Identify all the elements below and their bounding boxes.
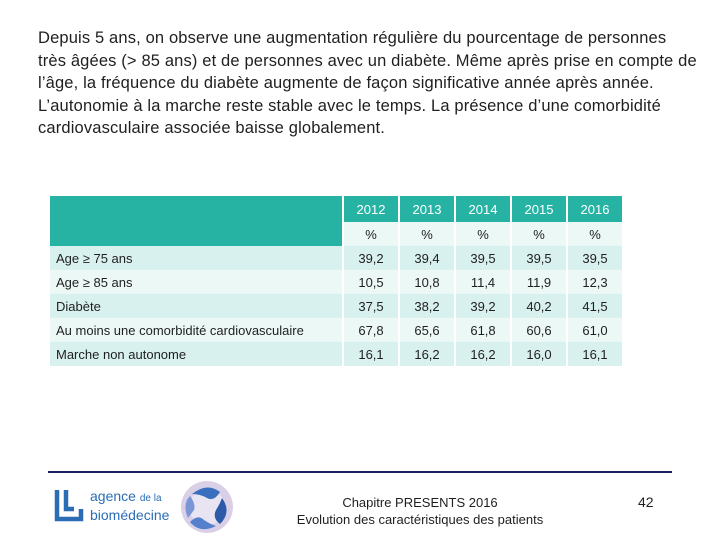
table-row [50, 342, 622, 366]
year-header: 2014 [456, 196, 510, 222]
unit-corner [50, 222, 342, 246]
unit-cell: % [456, 222, 510, 246]
logo-word-agence: agence [90, 488, 136, 504]
footer-caption [270, 494, 570, 528]
row-label: Diabète [50, 294, 342, 318]
table-row [50, 246, 622, 270]
row-label: Au moins une comorbidité cardiovasculaire [50, 318, 342, 342]
unit-cell: % [400, 222, 454, 246]
table-cell: 39,5 [568, 246, 622, 270]
year-header: 2015 [512, 196, 566, 222]
table-header-row [50, 196, 622, 222]
unit-row [50, 222, 622, 246]
table-cell: 12,3 [568, 270, 622, 294]
table-row [50, 270, 622, 294]
logo-word-de-la: de la [139, 493, 162, 504]
agency-logo [90, 488, 169, 523]
unit-cell: % [512, 222, 566, 246]
table-cell: 60,6 [512, 318, 566, 342]
table-cell: 39,2 [456, 294, 510, 318]
table-cell: 10,5 [344, 270, 398, 294]
table-row [50, 318, 622, 342]
unit-cell: % [344, 222, 398, 246]
year-header: 2016 [568, 196, 622, 222]
table-cell: 41,5 [568, 294, 622, 318]
table-cell: 67,8 [344, 318, 398, 342]
footer-divider [48, 471, 672, 473]
table-cell: 11,4 [456, 270, 510, 294]
row-label: Age ≥ 75 ans [50, 246, 342, 270]
table-cell: 16,0 [512, 342, 566, 366]
chapter-title: Chapitre PRESENTS 2016 [342, 495, 498, 510]
row-label: Age ≥ 85 ans [50, 270, 342, 294]
table-row [50, 294, 622, 318]
table-cell: 16,2 [400, 342, 454, 366]
chapter-subtitle: Evolution des caractéristiques des patients [296, 512, 544, 527]
unit-cell: % [568, 222, 622, 246]
table-cell: 11,9 [512, 270, 566, 294]
table-cell: 16,1 [568, 342, 622, 366]
data-table [48, 196, 624, 366]
table-cell: 39,4 [400, 246, 454, 270]
table-cell: 39,2 [344, 246, 398, 270]
logo-bracket-icon [54, 487, 84, 523]
page-number: 42 [638, 494, 654, 510]
table-cell: 16,1 [344, 342, 398, 366]
table-cell: 39,5 [512, 246, 566, 270]
biomedicine-emblem-icon [176, 478, 238, 536]
table-cell: 65,6 [400, 318, 454, 342]
table-cell: 38,2 [400, 294, 454, 318]
year-header: 2013 [400, 196, 454, 222]
table-cell: 61,8 [456, 318, 510, 342]
row-label: Marche non autonome [50, 342, 342, 366]
logo-word-biomedecine: biomédecine [90, 507, 170, 523]
table-cell: 16,2 [456, 342, 510, 366]
table-cell: 37,5 [344, 294, 398, 318]
intro-paragraph: Depuis 5 ans, on observe une augmentation régulière du pourcentage de personnes très âgées (> 85 ans) et de personnes avec un diabète. Même après prise en compte de l’âge, la fréquence du diabète augmente de façon significative année après année. L’autonomie à la marche reste stable avec le temps. La présence d’une comorbidité cardiovasculaire associée baisse globalement. [38, 29, 697, 138]
table-cell: 10,8 [400, 270, 454, 294]
header-corner [50, 196, 342, 222]
table-cell: 61,0 [568, 318, 622, 342]
table-cell: 40,2 [512, 294, 566, 318]
year-header: 2012 [344, 196, 398, 222]
table-cell: 39,5 [456, 246, 510, 270]
